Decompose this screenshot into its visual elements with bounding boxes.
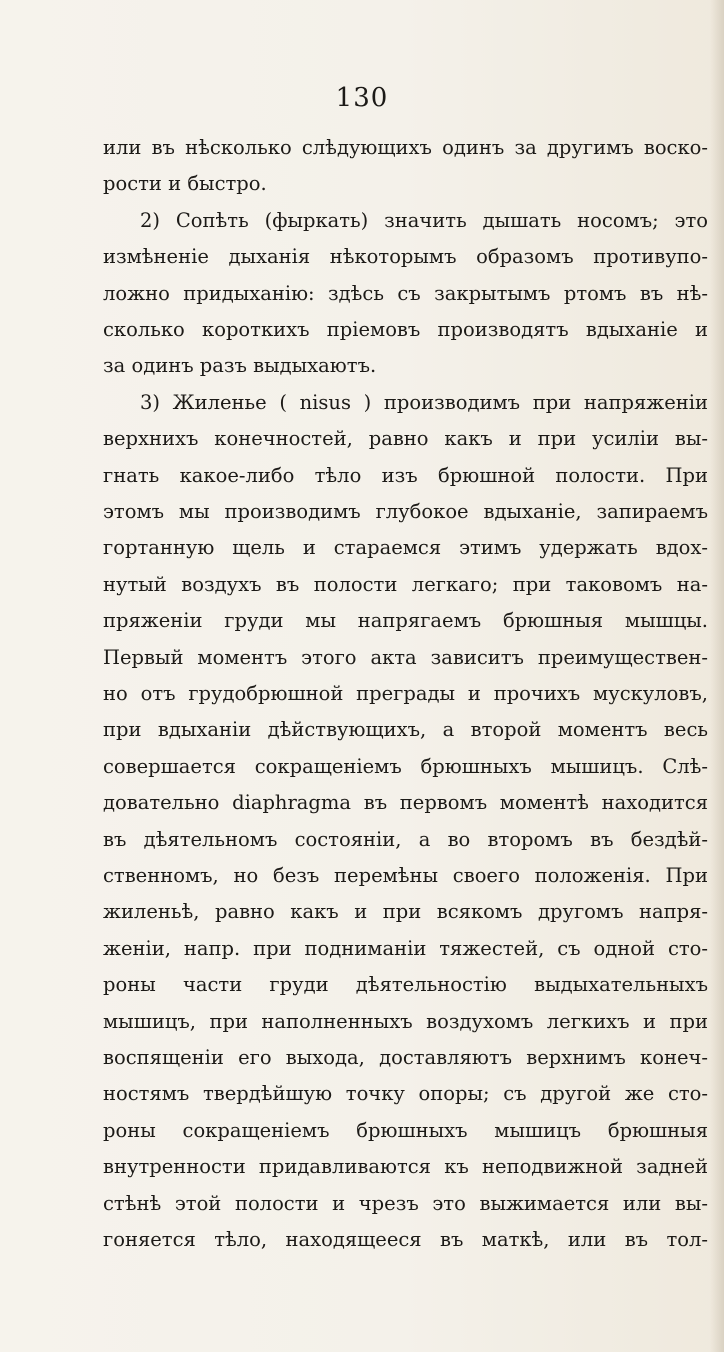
text-line: при вдыханіи дѣйствующихъ, а второй моментъ весь — [103, 718, 708, 742]
text-line: ностямъ твердѣйшую точку опоры; съ другой же сто- — [103, 1082, 708, 1106]
text-line: мышицъ, при наполненныхъ воздухомъ легкихъ и при — [103, 1009, 708, 1033]
text-line: воспященіи его выхода, доставляютъ верхнимъ конеч- — [103, 1046, 708, 1069]
text-line: роны сокращеніемъ брюшныхъ мышицъ брюшныя — [103, 1118, 708, 1142]
text-line: за одинъ разъ выдыхаютъ. — [103, 354, 377, 378]
text-line: нутый воздухъ въ полости легкаго; при таковомъ на- — [103, 572, 708, 596]
text-line: въ дѣятельномъ состояніи, а во второмъ въ бездѣй- — [103, 827, 708, 851]
text-line: гнать какое-либо тѣло изъ брюшной полости. При — [103, 463, 708, 487]
text-line: ложно придыханію: здѣсь съ закрытымъ ртомъ въ нѣ- — [103, 281, 708, 305]
text-line: или въ нѣсколько слѣдующихъ одинъ за другимъ воско- — [103, 136, 708, 159]
text-line: верхнихъ конечностей, равно какъ и при усиліи вы- — [103, 427, 708, 451]
page-number: 130 — [335, 83, 389, 113]
text-line: роны части груди дѣятельностію выдыхательныхъ — [103, 973, 708, 997]
text-line: сколько короткихъ пріемовъ производятъ вдыханіе и — [103, 318, 708, 341]
text-line: но отъ грудобрюшной преграды и прочихъ мускуловъ, — [103, 682, 708, 705]
text-line: рости и быстро. — [103, 172, 267, 196]
text-line: гортанную щель и стараемся этимъ удержать вдох- — [103, 536, 708, 560]
text-line: ственномъ, но безъ перемѣны своего положенія. При — [103, 864, 708, 887]
text-line: внутренности придавливаются къ неподвижной задней — [103, 1155, 708, 1179]
text-line: женіи, напр. при подниманіи тяжестей, съ одной сто- — [103, 936, 708, 960]
text-line: 2) Сопѣть (фыркать) значить дышать носомъ; это — [140, 208, 708, 232]
text-line: жиленьѣ, равно какъ и при всякомъ другомъ напря- — [103, 900, 708, 924]
text-line: гоняется тѣло, находящееся въ маткѣ, или въ тол- — [103, 1228, 708, 1251]
text-line: измѣненіе дыханія нѣкоторымъ образомъ противупо- — [103, 245, 708, 269]
text-line: стѣнѣ этой полости и чрезъ это выжимается или вы- — [103, 1191, 708, 1215]
text-line: довательно diaphragma въ первомъ моментѣ находится — [103, 791, 708, 815]
text-line: пряженіи груди мы напрягаемъ брюшныя мышцы. — [103, 609, 708, 633]
text-line: этомъ мы производимъ глубокое вдыханіе, запираемъ — [103, 500, 708, 523]
page-edge-shadow — [710, 0, 724, 1352]
text-line: Первый моментъ этого акта зависитъ преимуществен- — [103, 645, 708, 669]
text-line: 3) Жиленье ( nisus ) производимъ при напряженіи — [140, 390, 708, 414]
text-line: совершается сокращеніемъ брюшныхъ мышицъ. Слѣ- — [103, 754, 708, 778]
